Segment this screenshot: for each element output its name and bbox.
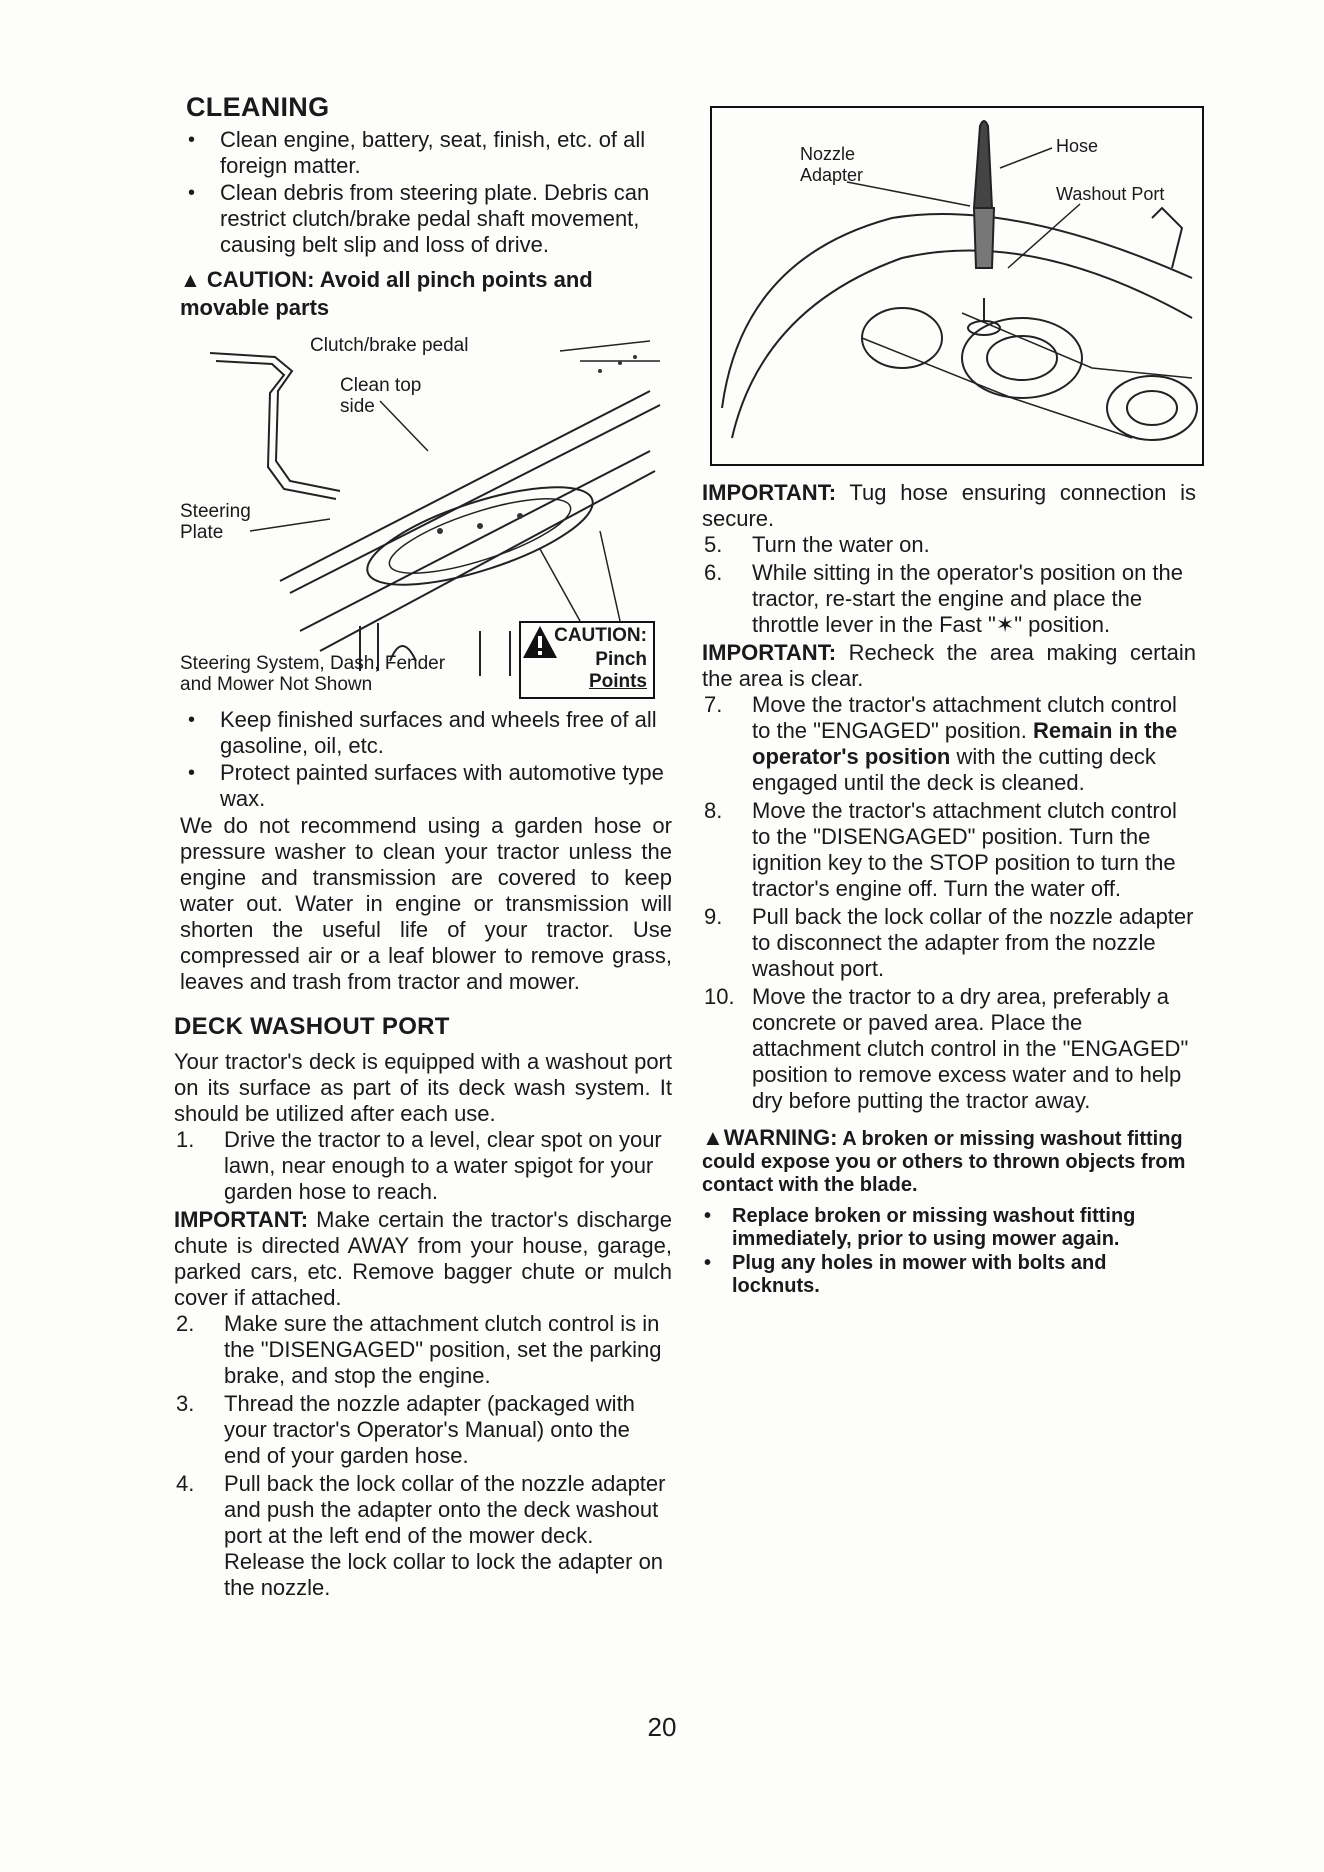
warning-bullets	[702, 1205, 1196, 1298]
list-item: 2. Make sure the attachment clutch control is in the "DISENGAGED" position, set the parking brake, and stop the engine.	[176, 1311, 662, 1388]
washout-steps-1	[174, 1127, 672, 1205]
list-item: • Clean engine, battery, seat, finish, etc. of all foreign matter.	[180, 127, 672, 179]
list-item: • Keep finished surfaces and wheels free of all gasoline, oil, etc.	[180, 707, 672, 759]
important-note: IMPORTANT: Make certain the tractor's discharge chute is directed AWAY from your house, garage, parked cars, etc. Remove bagger chute or mulch cover if attached.	[174, 1207, 672, 1310]
list-item: 5. Turn the water on.	[704, 532, 930, 557]
caution-box-line2: Points	[588, 671, 647, 692]
steering-plate-label: Steering Plate	[180, 501, 251, 543]
washout-intro: Your tractor's deck is equipped with a washout port on its surface as part of its deck wash system. It should be utilized after each use.	[174, 1049, 672, 1126]
hose-label: Hose	[1056, 136, 1099, 156]
washout-steps-3	[702, 532, 1196, 638]
nozzle-adapter-label: Nozzle Adapter	[800, 144, 864, 185]
list-item: • Replace broken or missing washout fitting immediately, prior to using mower again.	[702, 1205, 1196, 1251]
list-item: 3. Thread the nozzle adapter (packaged with your tractor's Operator's Manual) onto the end of your garden hose.	[176, 1391, 635, 1468]
washout-steps-2	[174, 1311, 672, 1601]
washout-port-label: Washout Port	[1056, 184, 1165, 204]
warning-triangle-icon: ▲	[180, 269, 201, 292]
not-shown-note: Steering System, Dash, Fender and Mower Not Shown	[180, 653, 446, 695]
list-item: • Clean debris from steering plate. Debris can restrict clutch/brake pedal shaft movement, causing belt slip and loss of drive.	[180, 180, 672, 258]
list-item: 9. Pull back the lock collar of the nozzle adapter to disconnect the adapter from the nozzle washout port.	[704, 904, 1194, 981]
important-note: IMPORTANT: Tug hose ensuring connection is secure.	[702, 480, 1196, 531]
pinch-points-caution-box	[519, 621, 655, 699]
caution-box-line1: Pinch	[595, 649, 647, 670]
list-item: 10. Move the tractor to a dry area, preferably a concrete or paved area. Place the attachment clutch control in the "ENGAGED" position to remove excess water and to help dry before putting the tractor away.	[704, 984, 1189, 1113]
list-item: 4. Pull back the lock collar of the nozzle adapter and push the adapter onto the deck washout port at the left end of the mower deck. Release the lock collar to lock the adapter on the nozzle.	[176, 1471, 666, 1600]
caution-box-title: CAUTION:	[554, 625, 647, 646]
clean-top-side-label: Clean top side	[340, 375, 422, 417]
list-item: 6. While sitting in the operator's position on the tractor, re-start the engine and place the throttle lever in the Fast "✶" position.	[704, 560, 1183, 637]
caution-text: CAUTION: Avoid all pinch points and movable parts	[180, 267, 593, 320]
warning-triangle-icon	[521, 623, 559, 661]
list-item: • Protect painted surfaces with automotive type wax.	[180, 760, 672, 812]
washout-steps-4	[702, 692, 1196, 1114]
cleaning-bullets	[180, 127, 672, 258]
washout-port-figure	[710, 106, 1204, 466]
garden-hose-paragraph: We do not recommend using a garden hose or pressure washer to clean your tractor unless the engine and transmission are covered to keep water out. Water in engine or transmission will shorten the useful life of your tractor. Use compressed air or a leaf blower to remove grass, leaves and trash from tractor and mower.	[180, 813, 672, 994]
list-item: 8. Move the tractor's attachment clutch control to the "DISENGAGED" position. Turn the ignition key to the STOP position to turn the tractor's engine off. Turn the water off.	[704, 798, 1177, 901]
important-note: IMPORTANT: Recheck the area making certain the area is clear.	[702, 640, 1196, 691]
turtle-fast-icon: ✶	[995, 612, 1015, 637]
washout-port-illustration	[712, 108, 1202, 464]
list-item: 1. Drive the tractor to a level, clear spot on your lawn, near enough to a water spigot for your garden hose to reach.	[176, 1127, 662, 1204]
right-column	[702, 96, 1196, 1299]
cleaning-heading: CLEANING	[186, 92, 330, 122]
list-item: 7. Move the tractor's attachment clutch control to the "ENGAGED" position. Remain in the operator's position with the cutting deck engaged until the deck is cleaned.	[704, 692, 1178, 795]
warning-label: WARNING:	[723, 1125, 838, 1150]
warning-triangle-icon: ▲	[702, 1125, 724, 1150]
pedal-label: Clutch/brake pedal	[310, 335, 469, 356]
left-column	[174, 92, 672, 1603]
warning-text: A broken or missing washout fitting could expose you or others to thrown objects from contact with the blade.	[702, 1128, 1186, 1196]
list-item: • Plug any holes in mower with bolts and locknuts.	[702, 1252, 1196, 1298]
washout-heading: DECK WASHOUT PORT	[174, 1013, 450, 1040]
steering-plate-figure	[180, 331, 672, 699]
cleaning-more-bullets	[180, 707, 672, 812]
page-number: 20	[647, 1712, 677, 1742]
caution-note	[180, 266, 672, 321]
warning-note	[702, 1126, 1196, 1197]
